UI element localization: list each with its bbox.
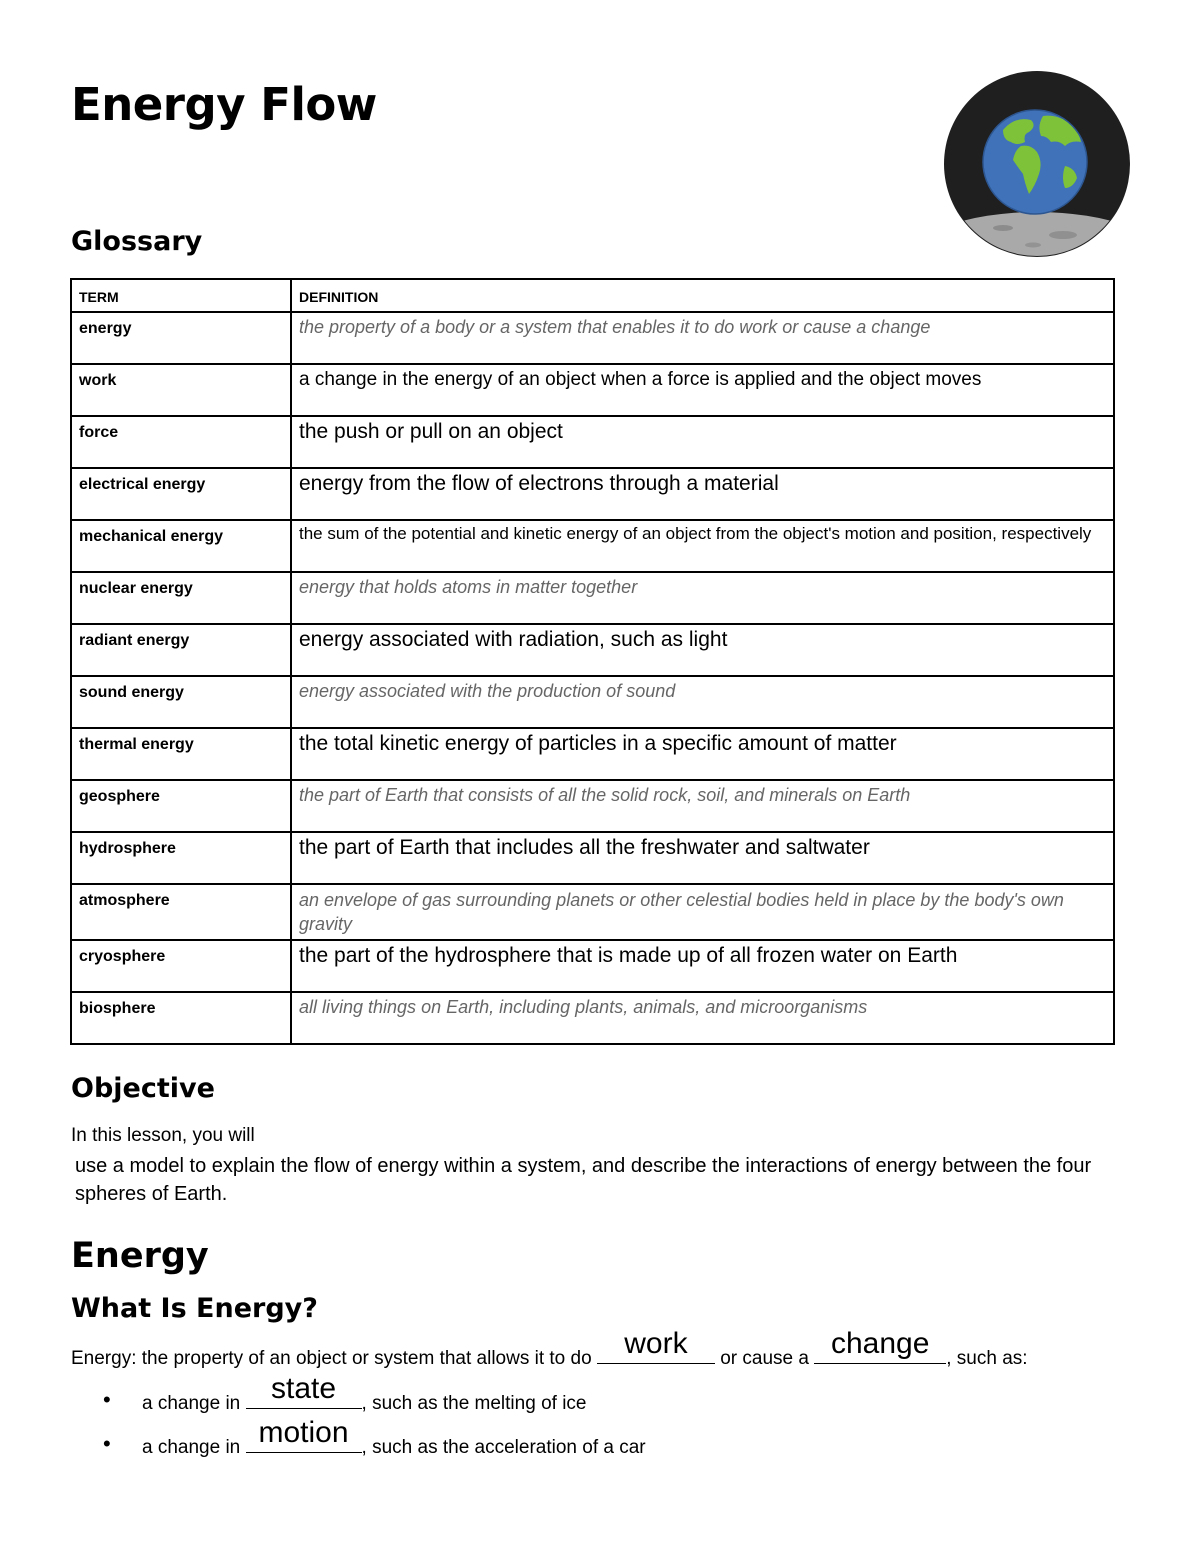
- term-cell: electrical energy: [71, 468, 291, 520]
- answer-blank-work[interactable]: [597, 1327, 715, 1364]
- term-cell: atmosphere: [71, 884, 291, 940]
- answer-text: state: [271, 1372, 337, 1405]
- term-cell: hydrosphere: [71, 832, 291, 884]
- column-header-definition: DEFINITION: [291, 279, 1114, 312]
- table-row: [71, 520, 1114, 572]
- table-row: [71, 728, 1114, 780]
- definition-cell: energy associated with radiation, such as light: [291, 624, 1114, 676]
- bullet-suffix: , such as the acceleration of a car: [361, 1437, 646, 1458]
- term-cell: geosphere: [71, 780, 291, 832]
- objective-heading: Objective: [71, 1073, 215, 1104]
- definition-cell: energy from the flow of electrons through a material: [291, 468, 1114, 520]
- table-row: [71, 832, 1114, 884]
- what-is-energy-heading: What Is Energy?: [71, 1293, 318, 1324]
- list-item: [98, 1416, 646, 1476]
- answer-blank-state[interactable]: [246, 1372, 362, 1409]
- table-row: [71, 364, 1114, 416]
- answer-text: change: [831, 1327, 930, 1360]
- glossary-heading: Glossary: [71, 226, 203, 257]
- definition-cell: all living things on Earth, including plants, animals, and microorganisms: [291, 992, 1114, 1044]
- term-cell: radiant energy: [71, 624, 291, 676]
- examples-list: [98, 1372, 646, 1476]
- table-row: [71, 312, 1114, 364]
- table-row: [71, 572, 1114, 624]
- sentence-start: Energy: the property of an object or system that allows it to do: [71, 1348, 597, 1369]
- table-row: [71, 780, 1114, 832]
- term-cell: energy: [71, 312, 291, 364]
- term-cell: nuclear energy: [71, 572, 291, 624]
- objective-text: use a model to explain the flow of energy within a system, and describe the interactions of energy between the four spheres of Earth.: [75, 1155, 1092, 1205]
- table-row: [71, 884, 1114, 940]
- definition-cell: the total kinetic energy of particles in a specific amount of matter: [291, 728, 1114, 780]
- definition-cell: energy associated with the production of sound: [291, 676, 1114, 728]
- table-row: [71, 624, 1114, 676]
- energy-definition-sentence: [71, 1327, 1028, 1370]
- table-row: [71, 992, 1114, 1044]
- objective-lead: In this lesson, you will: [71, 1125, 255, 1146]
- column-header-term: TERM: [71, 279, 291, 312]
- term-cell: biosphere: [71, 992, 291, 1044]
- earth-logo-icon: [943, 70, 1131, 258]
- definition-cell: the sum of the potential and kinetic energy of an object from the object's motion and position, respectively: [291, 520, 1114, 572]
- term-cell: thermal energy: [71, 728, 291, 780]
- term-cell: force: [71, 416, 291, 468]
- term-cell: mechanical energy: [71, 520, 291, 572]
- bullet-prefix: a change in: [142, 1393, 246, 1414]
- definition-cell: a change in the energy of an object when a force is applied and the object moves: [291, 364, 1114, 416]
- term-cell: sound energy: [71, 676, 291, 728]
- term-cell: work: [71, 364, 291, 416]
- table-row: [71, 676, 1114, 728]
- table-row: [71, 468, 1114, 520]
- energy-heading: Energy: [71, 1236, 209, 1276]
- definition-cell: an envelope of gas surrounding planets or other celestial bodies held in place by the body's own gravity: [291, 884, 1114, 940]
- sentence-mid: or cause a: [714, 1348, 815, 1369]
- list-item: [98, 1372, 646, 1432]
- answer-blank-change[interactable]: [814, 1327, 946, 1364]
- definition-cell: the part of the hydrosphere that is made up of all frozen water on Earth: [291, 940, 1114, 992]
- answer-text: motion: [258, 1416, 349, 1449]
- definition-cell: the push or pull on an object: [291, 416, 1114, 468]
- bullet-prefix: a change in: [142, 1437, 246, 1458]
- definition-cell: energy that holds atoms in matter together: [291, 572, 1114, 624]
- term-cell: cryosphere: [71, 940, 291, 992]
- definition-cell: the property of a body or a system that enables it to do work or cause a change: [291, 312, 1114, 364]
- bullet-suffix: , such as the melting of ice: [361, 1393, 587, 1414]
- glossary-table: [70, 278, 1115, 1045]
- answer-text: work: [624, 1327, 688, 1360]
- sentence-end: , such as:: [946, 1348, 1028, 1369]
- table-row: [71, 940, 1114, 992]
- answer-blank-motion[interactable]: [246, 1416, 362, 1453]
- page-title: Energy Flow: [71, 78, 377, 131]
- definition-cell: the part of Earth that includes all the freshwater and saltwater: [291, 832, 1114, 884]
- definition-cell: the part of Earth that consists of all the solid rock, soil, and minerals on Earth: [291, 780, 1114, 832]
- table-row: [71, 416, 1114, 468]
